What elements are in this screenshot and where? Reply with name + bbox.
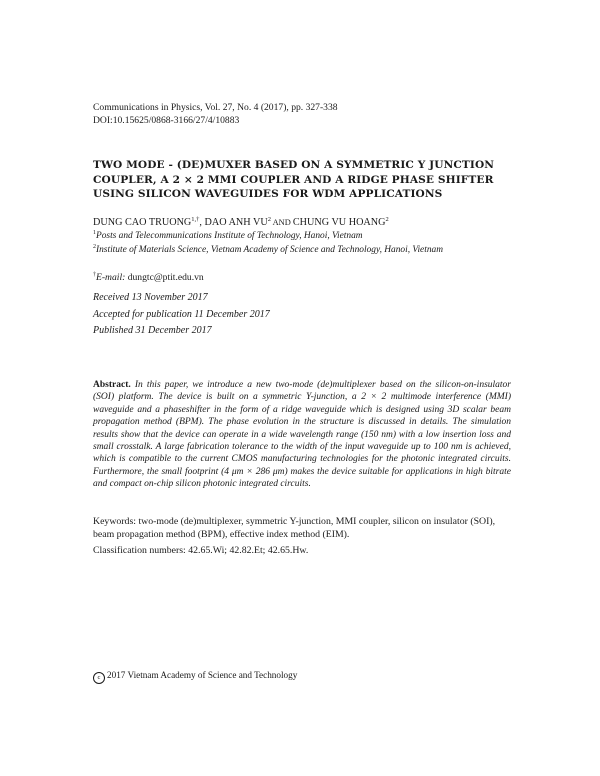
copyright-text: 2017 Vietnam Academy of Science and Technology xyxy=(107,670,298,680)
author-sep: , xyxy=(199,217,205,228)
abstract-text: In this paper, we introduce a new two-mode (de)multiplexer based on the silicon-on-insulator (SOI) platform. The device is built on a symmetric Y-junction, a 2 × 2 multimode interference (MMI) waveguide and a phaseshifter in the form of a ridge waveguide which is designed using 3D scalar beam propagation method (BPM). The phase evolution in the structure is discussed in details. The simulation results show that the device can operate in a wide wavelength range (150 nm) with a low insertion loss and small crosstalk. A large fabrication tolerance to the width of the input waveguide up to 100 nm is achieved, which is compatible to the current CMOS manufacturing technologies for the photonic integrated circuits. Furthermore, the small footprint (4 μm × 286 μm) makes the device suitable for applications in high bitrate and compact on-chip silicon photonic integrated circuits. xyxy=(93,380,511,490)
affiliation-2-num: 2 xyxy=(93,244,96,250)
copyright-icon: c xyxy=(93,672,105,684)
author-2: DAO ANH VU xyxy=(204,217,268,228)
classification-numbers: Classification numbers: 42.65.Wi; 42.82.Et; 42.65.Hw. xyxy=(93,545,309,556)
affiliation-1-text: Posts and Telecommunications Institute of Technology, Hanoi, Vietnam xyxy=(96,231,363,241)
journal-header xyxy=(93,101,338,127)
journal-citation: Communications in Physics, Vol. 27, No. 4 (2017), pp. 327-338 xyxy=(93,102,338,113)
abstract xyxy=(93,379,511,491)
doi: DOI:10.15625/0868-3166/27/4/10883 xyxy=(93,115,240,126)
paper-title: TWO MODE - (DE)MUXER BASED ON A SYMMETRIC Y JUNCTION COUPLER, A 2 × 2 MMI COUPLER AND A RIDGE PHASE SHIFTER USING SILICON WAVEGUIDES FOR WDM APPLICATIONS xyxy=(93,159,495,200)
affiliation-2 xyxy=(93,241,443,256)
author-3: CHUNG VU HOANG xyxy=(292,217,386,228)
author-3-affil: 2 xyxy=(385,216,389,223)
keywords: Keywords: two-mode (de)multiplexer, symmetric Y-junction, MMI coupler, silicon on insulator (SOI), beam propagation method (BPM), effective index method (EIM). xyxy=(93,516,496,540)
date-published: Published 31 December 2017 xyxy=(93,325,212,336)
author-and: AND xyxy=(270,218,293,227)
affiliation-1-num: 1 xyxy=(93,230,96,236)
author-1: DUNG CAO TRUONG xyxy=(93,217,192,228)
email-mark: † xyxy=(93,272,96,278)
corresponding-email xyxy=(93,269,204,284)
abstract-heading: Abstract. xyxy=(93,380,131,390)
publication-dates xyxy=(93,290,270,340)
email-label: E-mail: xyxy=(96,272,126,283)
author-2-affil: 2 xyxy=(267,216,271,223)
date-received: Received 13 November 2017 xyxy=(93,292,208,303)
affiliation-2-text: Institute of Materials Science, Vietnam Academy of Science and Technology, Hanoi, Vietnam xyxy=(96,245,443,255)
email-address[interactable]: dungtc@ptit.edu.vn xyxy=(125,272,204,283)
author-1-affil: 1,† xyxy=(191,216,200,223)
affiliation-1 xyxy=(93,227,363,242)
date-accepted: Accepted for publication 11 December 2017 xyxy=(93,308,270,320)
copyright-line xyxy=(93,669,297,684)
